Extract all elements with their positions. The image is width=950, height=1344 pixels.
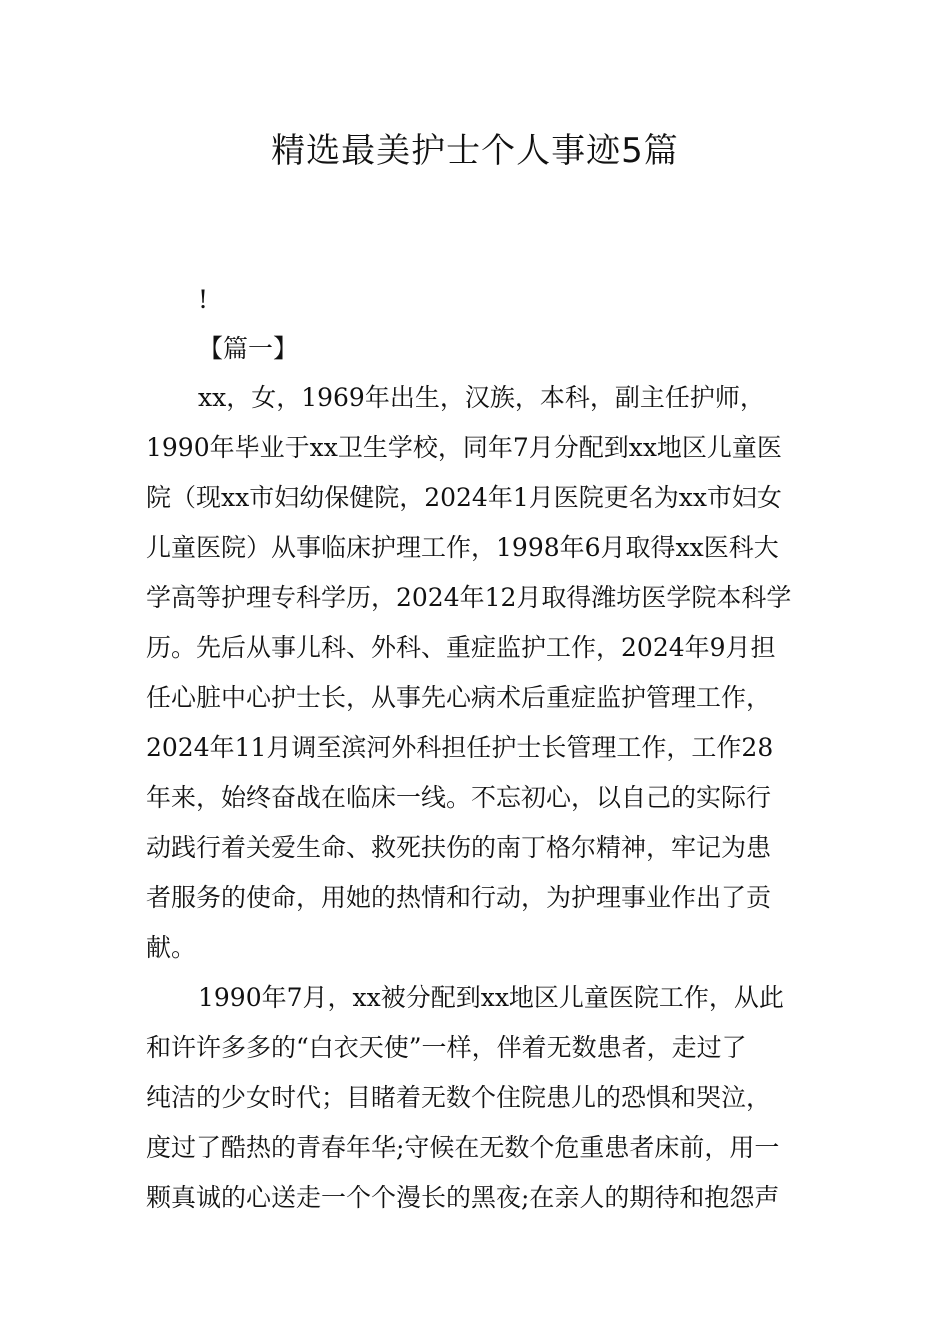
body-line: 儿童医院）从事临床护理工作，1998年6月取得xx医科大 [146, 533, 779, 562]
body-line: 历。先后从事儿科、外科、重症监护工作，2024年9月担 [146, 633, 776, 662]
body-line: xx，女，1969年出生，汉族，本科，副主任护师， [198, 383, 765, 412]
body-line: 学高等护理专科学历，2024年12月取得潍坊医学院本科学 [146, 583, 792, 612]
body-line: 献。 [146, 933, 197, 962]
body-line: 和许许多多的“白衣天使”一样，伴着无数患者，走过了 [146, 1033, 747, 1062]
body-line: 颗真诚的心送走一个个漫长的黑夜;在亲人的期待和抱怨声 [146, 1183, 780, 1212]
exclamation-mark: ! [198, 285, 209, 314]
body-line: 2024年11月调至滨河外科担任护士长管理工作，工作28 [146, 733, 774, 762]
body-line: 1990年7月，xx被分配到xx地区儿童医院工作，从此 [198, 983, 784, 1012]
body-line: 纯洁的少女时代；目睹着无数个住院患儿的恐惧和哭泣， [146, 1083, 772, 1112]
body-line: 任心脏中心护士长，从事先心病术后重症监护管理工作， [146, 683, 772, 712]
body-line: 动践行着关爱生命、救死扶伤的南丁格尔精神，牢记为患 [146, 833, 772, 862]
document-title: 精选最美护士个人事迹5篇 [271, 131, 679, 171]
section-heading: 【篇一】 [198, 334, 299, 363]
body-line: 年来，始终奋战在临床一线。不忘初心，以自己的实际行 [146, 783, 772, 812]
body-line: 度过了酷热的青春年华;守候在无数个危重患者床前，用一 [146, 1133, 780, 1162]
body-line: 院（现xx市妇幼保健院，2024年1月医院更名为xx市妇女 [146, 483, 782, 512]
body-line: 者服务的使命，用她的热情和行动，为护理事业作出了贡 [146, 883, 772, 912]
body-line: 1990年毕业于xx卫生学校，同年7月分配到xx地区儿童医 [146, 433, 782, 462]
